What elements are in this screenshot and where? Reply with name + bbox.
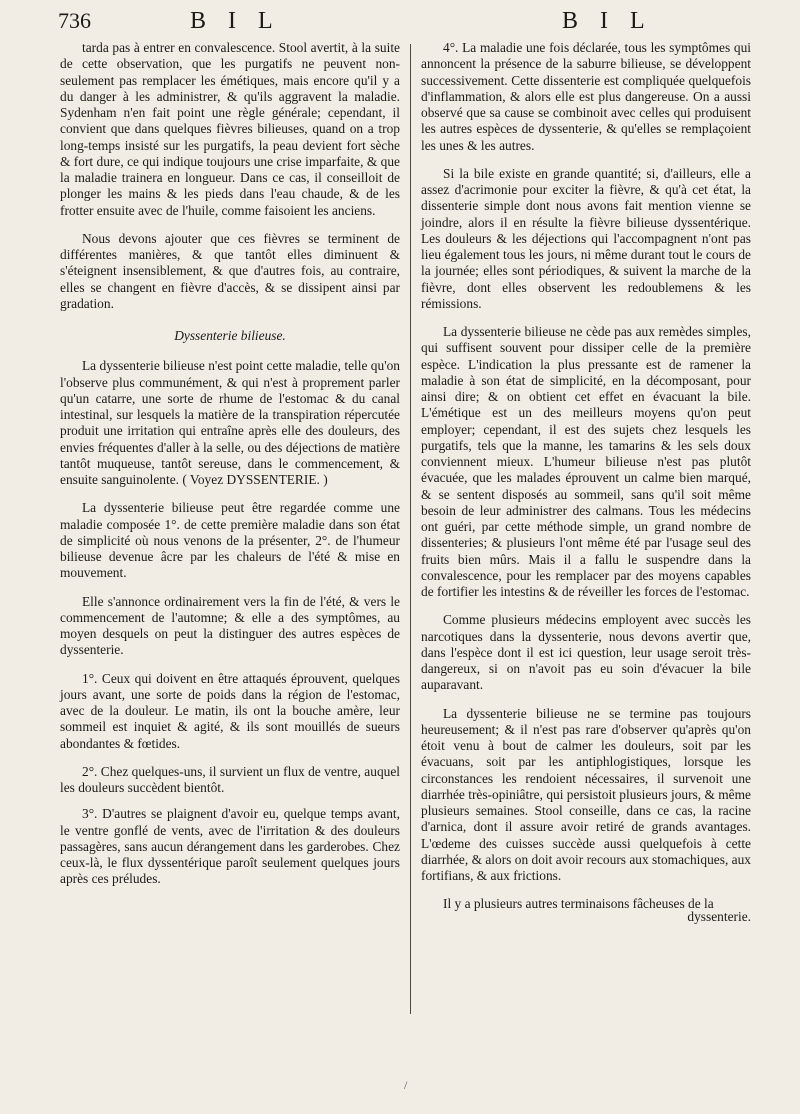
paragraph-end: dyssenterie.: [687, 908, 751, 924]
paragraph: Il y a plusieurs autres terminaisons fâcheuses de la: [443, 896, 714, 912]
paragraph: 4°. La maladie une fois déclarée, tous les symptômes qui annoncent la présence de la saburre bilieuse, se développent successivement. Cette dissenterie est compliquée quelquefois d'inflammation, & alors elle est plus dangereuse. On a aussi observé que sa cause se combinoit avec celles qui produisent les autres espèces de dyssenterie, & qu'elles se remplaçoient les unes & les autres.: [421, 40, 751, 153]
paragraph: Si la bile existe en grande quantité; si, d'ailleurs, elle a assez d'acrimonie pour exciter la fièvre, & qu'à cet état, la dissenterie simple dont nous avons fait mention vienne se joindre, alors il en résulte la fièvre bilieuse dyssentérique. Les douleurs & les déjections qui l'accompagnent n'ont pas lieu également tous les jours, ni même durant tout le cours de la journée; elles sont périodiques, & suivent la marche de la fièvre, dont elles observent les redoublemens & les rémissions.: [421, 165, 751, 311]
paragraph: Elle s'annonce ordinairement vers la fin de l'été, & vers le commencement de l'automne; & elle a des symptômes, au moyen desquels on peut la distinguer des autres espèces de dyssenterie.: [60, 593, 400, 658]
paragraph: 2°. Chez quelques-uns, il survient un flux de ventre, auquel les douleurs succèdent bientôt.: [60, 763, 400, 795]
running-head-right: B I L: [562, 8, 653, 34]
paragraph: La dyssenterie bilieuse n'est point cette maladie, telle qu'on l'observe plus communément, & qui n'est à proprement parler qu'un catarre, une sorte de rhume de l'estomac & du canal intestinal, sur lesquels la matière de la transpiration répercutée produit une irritation qui entraîne après elle des douleurs, des envies fréquentes d'aller à la selle, ou des déjections de matière tantôt muqueuse, tantôt sereuse, dans le commencement, & ensuite sanguinolente. ( Voyez DYSSENTERIE. ): [60, 358, 400, 487]
footer-mark: /: [404, 1078, 408, 1092]
running-head-left: B I L: [190, 8, 281, 34]
paragraph: La dyssenterie bilieuse peut être regardée comme une maladie composée 1°. de cette première maladie dans son état de simplicité où nous venons de la présenter, 2°. de l'humeur bilieuse devenue âcre par les chaleurs de l'été & mise en mouvement.: [60, 500, 400, 581]
paragraph: Nous devons ajouter que ces fièvres se terminent de différentes manières, & que tantôt elles diminuent & s'éteignent insensiblement, & que d'autres fois, au contraire, elles se changent en fièvre d'accès, & se dissipent ainsi par gradation.: [60, 230, 400, 311]
paragraph: Comme plusieurs médecins employent avec succès les narcotiques dans la dyssenterie, nous devons avertir que, dans l'espèce dont il est ici question, leur usage seroit très-dangereux, si on n'avoit pas eu soin d'évacuer la bile auparavant.: [421, 612, 751, 693]
section-subheading: Dyssenterie bilieuse.: [174, 328, 286, 343]
column-divider: [410, 44, 411, 1014]
paragraph: La dyssenterie bilieuse ne se termine pas toujours heureusement; & il n'est pas rare d'observer qu'après qu'on étoit venu à bout de calmer les douleurs, soit par les évacuans, soit par les antiphlogistiques, lorsque les circonstances les rendoient nécessaires, il survenoit une diarrhée très-opiniâtre, qui persistoit plusieurs jours, & même plusieurs semaines. Stool conseille, dans ce cas, la racine d'arnica, dont il assure avoir retiré de grands avantages. L'œdeme des cuisses succède aussi quelquefois à cette diarrhée, & alors on doit avoir recours aux stomachiques, aux fortifians, & aux frictions.: [421, 705, 751, 883]
paragraph: tarda pas à entrer en convalescence. Stool avertit, à la suite de cette observation, que les purgatifs ne peuvent non-seulement pas remplacer les émétiques, mais encore qu'il y a du danger à les administrer, & qu'ils aggravent la maladie. Sydenham n'en fait point une règle générale; cependant, il convient que dans quelques fièvres bilieuses, quand on a trop long-temps insisté sur les purgatifs, la peau devient fort sèche & fort dure, ce qui indique toujours une crise imparfaite, & que la maladie trainera en longueur. Dans ce cas, il conseilloit de plonger les mains & les pieds dans l'eau chaude, & de les frotter ensuite avec de l'huile, comme faisoient les anciens.: [60, 40, 400, 218]
paragraph: 3°. D'autres se plaignent d'avoir eu, quelque temps avant, le ventre gonflé de vents, avec de l'irritation & des douleurs passagères, sans aucun dérangement dans les garderobes. Chez ceux-là, le flux dyssentérique paroît seulement quelques jours après ces préludes.: [60, 806, 400, 887]
left-column: [60, 40, 400, 900]
paragraph: 1°. Ceux qui doivent en être attaqués éprouvent, quelques jours avant, une sorte de poids dans la région de l'estomac, avec de la douleur. Le matin, ils ont la bouche amère, leur sommeil est inquiet & agité, & ils sont mouillés de sueurs abondantes & fœtides.: [60, 670, 400, 751]
paragraph: La dyssenterie bilieuse ne cède pas aux remèdes simples, qui suffisent souvent pour dissiper celle de la première espèce. L'indication la plus pressante est de ramener la maladie à son état de simplicité, en la décomposant, pour ainsi dire; & on obtient cet effet en évacuant la bile. L'émétique est un des meilleurs moyens qu'on peut employer; cependant, il est des sujets chez lesquels les purgatifs, tels que la manne, les tamarins & les sels doux conviennent mieux. L'humeur bilieuse n'est pas plutôt évacuée, que les malades éprouvent un calme bien marqué, & se sentent disposés au sommeil, sans qu'il soit même besoin de leur administrer des calmans. Tous les médecins ont guéri, par cette méthode simple, un grand nombre de dissenteries; & plusieurs l'ont même été par l'usage seul des fruits bien mûrs. Mais il a fallu le suspendre dans la convalescence, pour les remplacer par des moyens capables de fortifier les intestins & de réveiller les forces de l'estomac.: [421, 324, 751, 599]
page-header: [58, 6, 760, 40]
right-column: [421, 40, 751, 937]
page-number: 736: [58, 8, 91, 33]
